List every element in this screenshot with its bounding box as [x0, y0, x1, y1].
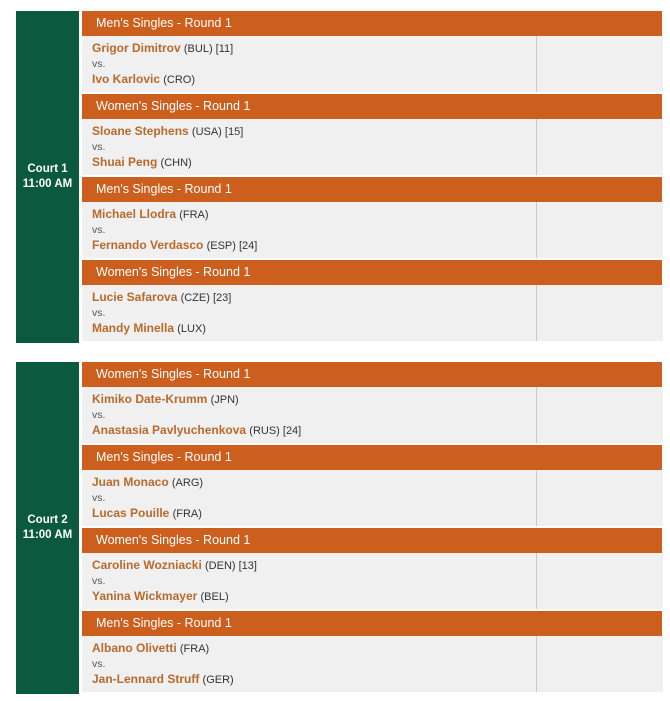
player-country-seed: (RUS) [24]	[249, 425, 302, 437]
player-2	[92, 589, 229, 603]
match	[82, 528, 662, 611]
player-2	[92, 321, 206, 335]
match	[82, 11, 662, 94]
court-name: Court 2	[27, 514, 68, 526]
player-1	[92, 392, 239, 406]
match-row	[82, 36, 662, 94]
player-country-seed: (FRA)	[179, 643, 210, 655]
match-row	[82, 553, 662, 611]
round-header: Men's Singles - Round 1	[82, 445, 662, 470]
player-name-link[interactable]: Michael Llodra	[92, 207, 177, 221]
player-1	[92, 124, 243, 138]
match-list	[82, 11, 662, 343]
round-header: Men's Singles - Round 1	[82, 611, 662, 636]
player-name-link[interactable]: Caroline Wozniacki	[92, 558, 202, 572]
result-cell	[536, 36, 663, 92]
round-header: Women's Singles - Round 1	[82, 94, 662, 119]
court-block-1	[16, 11, 662, 343]
round-header: Women's Singles - Round 1	[82, 260, 662, 285]
player-name-link[interactable]: Shuai Peng	[92, 155, 158, 169]
player-name-link[interactable]: Lucie Safarova	[92, 290, 178, 304]
match	[82, 177, 662, 260]
player-1	[92, 41, 233, 55]
match-row	[82, 387, 662, 445]
player-2	[92, 423, 301, 437]
player-name-link[interactable]: Kimiko Date-Krumm	[92, 392, 208, 406]
court-name: Court 1	[27, 163, 68, 175]
player-country-seed: (BUL) [11]	[183, 43, 234, 55]
player-1	[92, 641, 209, 655]
player-country-seed: (JPN)	[210, 394, 239, 406]
player-name-link[interactable]: Albano Olivetti	[92, 641, 177, 655]
round-header: Men's Singles - Round 1	[82, 177, 662, 202]
result-cell	[536, 387, 663, 443]
player-1	[92, 290, 231, 304]
player-name-link[interactable]: Jan-Lennard Struff	[92, 672, 200, 686]
player-country-seed: (CRO)	[163, 74, 196, 86]
court-label	[16, 11, 79, 343]
player-name-link[interactable]: Juan Monaco	[92, 475, 169, 489]
court-time: 11:00 AM	[22, 529, 73, 541]
player-name-link[interactable]: Grigor Dimitrov	[92, 41, 181, 55]
match	[82, 94, 662, 177]
match	[82, 611, 662, 694]
player-name-link[interactable]: Lucas Pouille	[92, 506, 170, 520]
versus-label: vs.	[92, 307, 106, 319]
player-1	[92, 558, 257, 572]
versus-label: vs.	[92, 141, 106, 153]
player-country-seed: (DEN) [13]	[205, 560, 257, 572]
result-cell	[536, 202, 663, 258]
player-name-link[interactable]: Sloane Stephens	[92, 124, 189, 138]
result-cell	[536, 285, 663, 341]
player-name-link[interactable]: Yanina Wickmayer	[92, 589, 198, 603]
player-2	[92, 238, 257, 252]
result-cell	[536, 470, 663, 526]
versus-label: vs.	[92, 658, 106, 670]
player-country-seed: (USA) [15]	[191, 126, 244, 138]
round-header: Men's Singles - Round 1	[82, 11, 662, 36]
player-country-seed: (FRA)	[179, 209, 209, 221]
player-country-seed: (LUX)	[177, 323, 206, 335]
court-time: 11:00 AM	[22, 178, 73, 190]
match-row	[82, 470, 662, 528]
round-header: Women's Singles - Round 1	[82, 528, 662, 553]
court-label	[16, 362, 79, 694]
match-row	[82, 202, 662, 260]
player-country-seed: (CHN)	[160, 157, 192, 169]
match-row	[82, 636, 662, 694]
player-country-seed: (BEL)	[200, 591, 229, 603]
match-row	[82, 285, 662, 343]
player-country-seed: (ARG)	[171, 477, 204, 489]
court-block-2	[16, 362, 662, 694]
match	[82, 445, 662, 528]
versus-label: vs.	[92, 409, 106, 421]
match	[82, 260, 662, 343]
player-2	[92, 672, 234, 686]
player-name-link[interactable]: Mandy Minella	[92, 321, 175, 335]
result-cell	[536, 636, 663, 692]
player-country-seed: (GER)	[202, 674, 234, 686]
match-list	[82, 362, 662, 694]
player-name-link[interactable]: Ivo Karlovic	[92, 72, 161, 86]
result-cell	[536, 119, 663, 175]
player-name-link[interactable]: Anastasia Pavlyuchenkova	[92, 423, 247, 437]
player-2	[92, 155, 192, 169]
player-2	[92, 72, 195, 86]
match-row	[82, 119, 662, 177]
player-country-seed: (FRA)	[172, 508, 202, 520]
versus-label: vs.	[92, 224, 106, 236]
round-header: Women's Singles - Round 1	[82, 362, 662, 387]
match	[82, 362, 662, 445]
player-name-link[interactable]: Fernando Verdasco	[92, 238, 204, 252]
player-1	[92, 475, 203, 489]
versus-label: vs.	[92, 58, 106, 70]
versus-label: vs.	[92, 575, 106, 587]
versus-label: vs.	[92, 492, 106, 504]
player-2	[92, 506, 202, 520]
player-country-seed: (CZE) [23]	[180, 292, 232, 304]
player-country-seed: (ESP) [24]	[206, 240, 258, 252]
result-cell	[536, 553, 663, 609]
player-1	[92, 207, 209, 221]
